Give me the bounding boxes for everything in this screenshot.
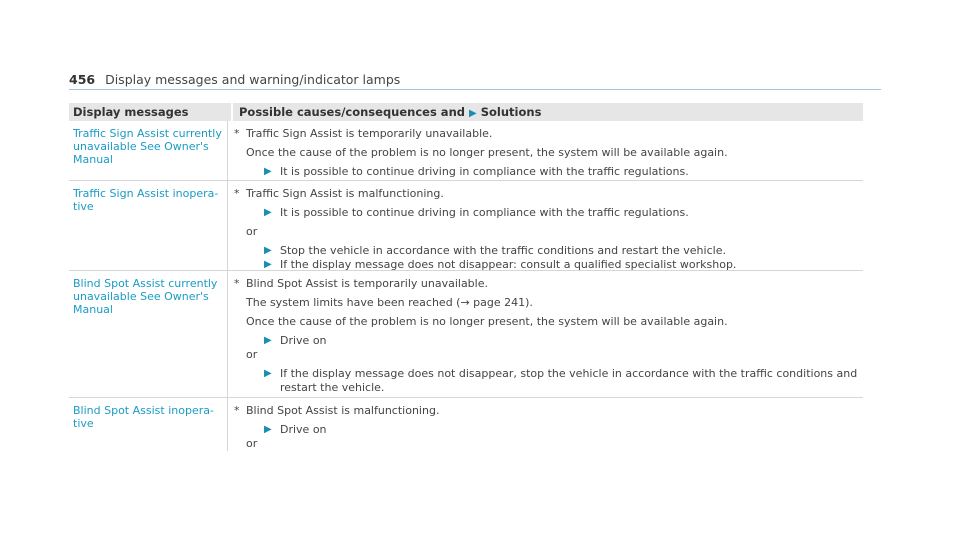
cause-text: Blind Spot Assist is malfunctioning. xyxy=(246,404,440,417)
cause-text: Traffic Sign Assist is malfunctioning. xyxy=(246,187,444,200)
action-text: It is possible to continue driving in compliance with the traffic regulations. xyxy=(280,165,689,178)
page-title: Display messages and warning/indicator lamps xyxy=(105,72,401,87)
paragraph-text: Once the cause of the problem is no longer present, the system will be available again. xyxy=(246,315,728,328)
asterisk-icon: * xyxy=(234,404,240,417)
action-text: If the display message does not disappear, stop the vehicle in accordance with the traffic conditions and restart the vehicle. xyxy=(280,367,858,394)
table-header xyxy=(69,103,863,121)
action-text: Drive on xyxy=(280,334,327,347)
display-messages-table xyxy=(69,103,863,451)
table-row xyxy=(69,181,863,271)
display-message: Blind Spot Assist currently unavailable See Owner's Manual xyxy=(73,277,218,316)
triangle-right-icon: ▶ xyxy=(264,368,272,379)
display-message: Blind Spot Assist inopera-tive xyxy=(73,404,214,430)
table-row xyxy=(69,271,863,398)
triangle-right-icon: ▶ xyxy=(264,207,272,218)
asterisk-icon: * xyxy=(234,187,240,200)
column-header-causes-text: Possible causes/consequences and xyxy=(239,105,465,119)
action-text: Drive on xyxy=(280,423,327,436)
cause-solution-cell xyxy=(227,271,863,397)
action-text: If the display message does not disappear: consult a qualified specialist workshop. xyxy=(280,258,737,271)
header-divider xyxy=(69,89,881,90)
paragraph-text: The system limits have been reached (→ page 241). xyxy=(246,296,533,309)
page-header xyxy=(69,72,400,87)
table-row xyxy=(69,398,863,451)
triangle-right-icon: ▶ xyxy=(469,108,477,119)
or-text: or xyxy=(246,348,258,361)
column-header-messages: Display messages xyxy=(73,105,189,119)
asterisk-icon: * xyxy=(234,277,240,290)
page-number: 456 xyxy=(69,72,96,87)
action-text: Stop the vehicle in accordance with the traffic conditions and restart the vehicle. xyxy=(280,244,726,257)
display-message: Traffic Sign Assist inopera-tive xyxy=(73,187,219,213)
display-message: Traffic Sign Assist currently unavailable See Owner's Manual xyxy=(73,127,222,166)
cause-text: Traffic Sign Assist is temporarily unavailable. xyxy=(246,127,493,140)
triangle-right-icon: ▶ xyxy=(264,259,272,270)
triangle-right-icon: ▶ xyxy=(264,245,272,256)
paragraph-text: Once the cause of the problem is no longer present, the system will be available again. xyxy=(246,146,728,159)
cause-solution-cell xyxy=(227,181,863,270)
column-header-solutions-text: Solutions xyxy=(480,105,542,119)
cause-solution-cell xyxy=(227,121,863,180)
action-text: It is possible to continue driving in compliance with the traffic regulations. xyxy=(280,206,689,219)
table-row xyxy=(69,121,863,181)
or-text: or xyxy=(246,225,258,238)
triangle-right-icon: ▶ xyxy=(264,166,272,177)
asterisk-icon: * xyxy=(234,127,240,140)
cause-text: Blind Spot Assist is temporarily unavailable. xyxy=(246,277,488,290)
triangle-right-icon: ▶ xyxy=(264,424,272,435)
triangle-right-icon: ▶ xyxy=(264,335,272,346)
column-header-causes xyxy=(231,103,863,121)
cause-solution-cell xyxy=(227,398,863,451)
or-text: or xyxy=(246,437,258,450)
